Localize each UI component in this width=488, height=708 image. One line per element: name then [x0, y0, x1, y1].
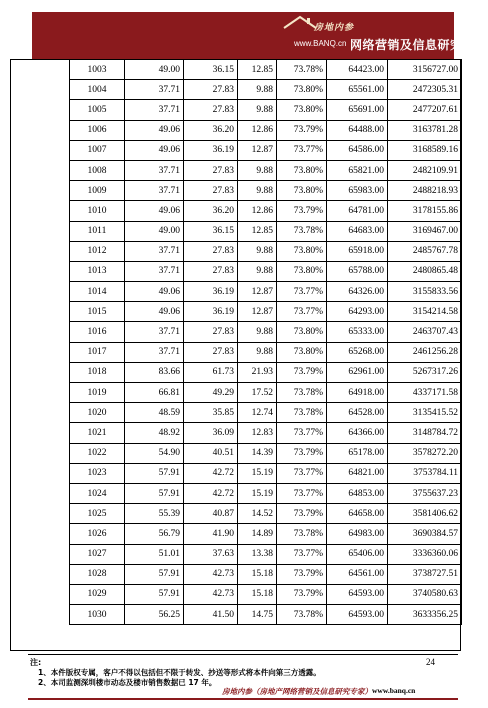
table-cell: 4337171.58	[388, 383, 462, 403]
table-cell: 64683.00	[327, 221, 388, 241]
table-cell: 49.29	[184, 383, 238, 403]
table-row	[11, 564, 462, 584]
table-cell: 64561.00	[327, 564, 388, 584]
table-cell: 73.77%	[277, 483, 327, 503]
table-cell: 64918.00	[327, 383, 388, 403]
table-cell: 64821.00	[327, 463, 388, 483]
table-row	[11, 181, 462, 201]
table-cell: 37.63	[184, 544, 238, 564]
table-cell: 49.00	[125, 221, 184, 241]
room-number-cell: 1012	[70, 241, 125, 261]
blank-cell	[11, 241, 70, 261]
room-number-cell: 1028	[70, 564, 125, 584]
table-cell: 27.83	[184, 342, 238, 362]
table-row	[11, 241, 462, 261]
room-number-cell: 1029	[70, 584, 125, 604]
table-cell: 73.80%	[277, 100, 327, 120]
table-row	[11, 584, 462, 604]
table-cell: 36.15	[184, 60, 238, 80]
table-cell: 17.52	[238, 383, 277, 403]
blank-cell	[11, 322, 70, 342]
table-cell: 55.39	[125, 504, 184, 524]
table-cell: 73.80%	[277, 342, 327, 362]
table-cell: 2472305.31	[388, 80, 462, 100]
room-number-cell: 1007	[70, 140, 125, 160]
table-row	[11, 140, 462, 160]
table-cell: 65268.00	[327, 342, 388, 362]
table-cell: 64658.00	[327, 504, 388, 524]
table-cell: 3178155.86	[388, 201, 462, 221]
table-row	[11, 282, 462, 302]
blank-cell	[11, 140, 70, 160]
table-cell: 73.78%	[277, 403, 327, 423]
table-cell: 64528.00	[327, 403, 388, 423]
table-cell: 65983.00	[327, 181, 388, 201]
table-cell: 73.78%	[277, 383, 327, 403]
table-row	[11, 120, 462, 140]
blank-cell	[11, 80, 70, 100]
table-row	[11, 60, 462, 80]
room-number-cell: 1011	[70, 221, 125, 241]
table-cell: 49.06	[125, 140, 184, 160]
table-cell: 42.73	[184, 564, 238, 584]
table-cell: 3148784.72	[388, 423, 462, 443]
blank-cell	[11, 201, 70, 221]
table-row	[11, 524, 462, 544]
table-cell: 73.78%	[277, 605, 327, 625]
table-cell: 9.88	[238, 181, 277, 201]
table-cell: 3163781.28	[388, 120, 462, 140]
table-cell: 3169467.00	[388, 221, 462, 241]
table-cell: 14.89	[238, 524, 277, 544]
table-cell: 27.83	[184, 100, 238, 120]
room-number-cell: 1008	[70, 160, 125, 180]
table-cell: 37.71	[125, 261, 184, 281]
room-number-cell: 1004	[70, 80, 125, 100]
table-cell: 73.80%	[277, 261, 327, 281]
table-cell: 37.71	[125, 342, 184, 362]
room-number-cell: 1009	[70, 181, 125, 201]
table-cell: 14.52	[238, 504, 277, 524]
table-cell: 64423.00	[327, 60, 388, 80]
table-cell: 48.59	[125, 403, 184, 423]
table-cell: 40.51	[184, 443, 238, 463]
table-cell: 12.87	[238, 140, 277, 160]
table-cell: 64853.00	[327, 483, 388, 503]
table-cell: 73.79%	[277, 584, 327, 604]
room-number-cell: 1021	[70, 423, 125, 443]
table-row	[11, 80, 462, 100]
table-cell: 57.91	[125, 463, 184, 483]
table-cell: 37.71	[125, 322, 184, 342]
table-row	[11, 504, 462, 524]
table-cell: 2480865.48	[388, 261, 462, 281]
page-number: 24	[426, 657, 435, 667]
table-cell: 14.39	[238, 443, 277, 463]
table-cell: 73.79%	[277, 362, 327, 382]
blank-cell	[11, 403, 70, 423]
table-cell: 73.79%	[277, 120, 327, 140]
table-cell: 12.85	[238, 221, 277, 241]
room-number-cell: 1027	[70, 544, 125, 564]
table-cell: 3154214.58	[388, 302, 462, 322]
table-cell: 64488.00	[327, 120, 388, 140]
table-cell: 73.78%	[277, 221, 327, 241]
table-cell: 56.25	[125, 605, 184, 625]
table-cell: 64293.00	[327, 302, 388, 322]
table-cell: 64593.00	[327, 605, 388, 625]
table-cell: 65333.00	[327, 322, 388, 342]
table-cell: 9.88	[238, 241, 277, 261]
table-cell: 12.86	[238, 120, 277, 140]
table-cell: 65561.00	[327, 80, 388, 100]
table-cell: 73.80%	[277, 80, 327, 100]
table-cell: 83.66	[125, 362, 184, 382]
table-cell: 73.79%	[277, 201, 327, 221]
table-cell: 2463707.43	[388, 322, 462, 342]
table-row	[11, 201, 462, 221]
room-number-cell: 1010	[70, 201, 125, 221]
room-number-cell: 1030	[70, 605, 125, 625]
room-number-cell: 1023	[70, 463, 125, 483]
room-number-cell: 1018	[70, 362, 125, 382]
table-cell: 3135415.52	[388, 403, 462, 423]
table-cell: 3755637.23	[388, 483, 462, 503]
room-number-cell: 1003	[70, 60, 125, 80]
table-cell: 49.06	[125, 201, 184, 221]
table-row	[11, 544, 462, 564]
table-cell: 36.20	[184, 201, 238, 221]
table-cell: 64593.00	[327, 584, 388, 604]
blank-cell	[11, 564, 70, 584]
table-cell: 65406.00	[327, 544, 388, 564]
table-cell: 37.71	[125, 241, 184, 261]
blank-cell	[11, 423, 70, 443]
note-1: 1、本件版权专属，客户不得以包括但不限于转发、抄送等形式将本件向第三方透露。	[38, 668, 321, 677]
header-title: 网络营销及信息研究专家	[350, 38, 488, 52]
table-cell: 57.91	[125, 564, 184, 584]
table-cell: 2482109.91	[388, 160, 462, 180]
blank-cell	[11, 383, 70, 403]
table-cell: 41.50	[184, 605, 238, 625]
table-cell: 27.83	[184, 322, 238, 342]
table-cell: 73.79%	[277, 504, 327, 524]
table-cell: 3156727.00	[388, 60, 462, 80]
table-cell: 15.18	[238, 584, 277, 604]
table-cell: 27.83	[184, 181, 238, 201]
table-cell: 54.90	[125, 443, 184, 463]
footer-brand: 房地内参（房地产网络营销及信息研究专家）	[222, 687, 372, 696]
table-cell: 9.88	[238, 100, 277, 120]
table-cell: 9.88	[238, 322, 277, 342]
table-cell: 3740580.63	[388, 584, 462, 604]
table-cell: 73.77%	[277, 544, 327, 564]
room-number-cell: 1005	[70, 100, 125, 120]
blank-cell	[11, 463, 70, 483]
table-row	[11, 443, 462, 463]
table-cell: 2477207.61	[388, 100, 462, 120]
table-cell: 2488218.93	[388, 181, 462, 201]
table-cell: 73.79%	[277, 443, 327, 463]
footer-bar	[28, 698, 458, 700]
table-cell: 48.92	[125, 423, 184, 443]
room-number-cell: 1024	[70, 483, 125, 503]
table-cell: 73.80%	[277, 322, 327, 342]
table-cell: 9.88	[238, 80, 277, 100]
table-cell: 61.73	[184, 362, 238, 382]
table-cell: 73.77%	[277, 282, 327, 302]
table-cell: 42.73	[184, 584, 238, 604]
table-row	[11, 463, 462, 483]
table-cell: 3633356.25	[388, 605, 462, 625]
table-row	[11, 423, 462, 443]
table-cell: 36.15	[184, 221, 238, 241]
table-cell: 2461256.28	[388, 342, 462, 362]
table-cell: 15.18	[238, 564, 277, 584]
table-cell: 3336360.06	[388, 544, 462, 564]
blank-cell	[11, 100, 70, 120]
table-cell: 49.06	[125, 302, 184, 322]
table-row	[11, 342, 462, 362]
table-cell: 36.19	[184, 140, 238, 160]
table-cell: 40.87	[184, 504, 238, 524]
note-2: 2、本司监测深圳楼市动态及楼市销售数据已 17 年。	[38, 678, 217, 687]
footer-url: www.banq.cn	[372, 686, 416, 695]
table-cell: 27.83	[184, 160, 238, 180]
table-cell: 35.85	[184, 403, 238, 423]
table-cell: 15.19	[238, 463, 277, 483]
blank-cell	[11, 605, 70, 625]
table-cell: 73.77%	[277, 463, 327, 483]
table-cell: 15.19	[238, 483, 277, 503]
blank-cell	[11, 282, 70, 302]
blank-cell	[11, 524, 70, 544]
table-cell: 9.88	[238, 160, 277, 180]
table-cell: 49.00	[125, 60, 184, 80]
table-cell: 65178.00	[327, 443, 388, 463]
table-cell: 9.88	[238, 342, 277, 362]
table-cell: 9.88	[238, 261, 277, 281]
blank-cell	[11, 544, 70, 564]
table-cell: 27.83	[184, 241, 238, 261]
table-cell: 73.77%	[277, 302, 327, 322]
blank-cell	[11, 483, 70, 503]
header-banner	[32, 12, 488, 59]
table-cell: 73.79%	[277, 564, 327, 584]
table-cell: 3738727.51	[388, 564, 462, 584]
room-number-cell: 1006	[70, 120, 125, 140]
table-row	[11, 362, 462, 382]
table-cell: 27.83	[184, 261, 238, 281]
table-cell: 65788.00	[327, 261, 388, 281]
table-cell: 73.77%	[277, 423, 327, 443]
note-label: 注:	[30, 658, 42, 667]
table-cell: 5267317.26	[388, 362, 462, 382]
table-cell: 73.80%	[277, 181, 327, 201]
table-row	[11, 483, 462, 503]
table-cell: 3155833.56	[388, 282, 462, 302]
table-cell: 51.01	[125, 544, 184, 564]
table-cell: 3581406.62	[388, 504, 462, 524]
table-cell: 2485767.78	[388, 241, 462, 261]
table-cell: 14.75	[238, 605, 277, 625]
room-number-cell: 1015	[70, 302, 125, 322]
table-cell: 37.71	[125, 80, 184, 100]
table-cell: 57.91	[125, 584, 184, 604]
table-row	[11, 403, 462, 423]
table-cell: 36.19	[184, 282, 238, 302]
table-cell: 37.71	[125, 181, 184, 201]
room-number-cell: 1022	[70, 443, 125, 463]
table-cell: 37.71	[125, 160, 184, 180]
table-cell: 49.06	[125, 120, 184, 140]
room-number-cell: 1019	[70, 383, 125, 403]
sales-table	[10, 59, 462, 625]
blank-cell	[11, 504, 70, 524]
table-cell: 42.72	[184, 483, 238, 503]
table-cell: 3690384.57	[388, 524, 462, 544]
table-cell: 3753784.11	[388, 463, 462, 483]
table-cell: 73.80%	[277, 160, 327, 180]
blank-cell	[11, 342, 70, 362]
room-number-cell: 1013	[70, 261, 125, 281]
table-cell: 12.83	[238, 423, 277, 443]
table-cell: 12.86	[238, 201, 277, 221]
table-cell: 37.71	[125, 100, 184, 120]
table-row	[11, 322, 462, 342]
room-number-cell: 1020	[70, 403, 125, 423]
table-cell: 49.06	[125, 282, 184, 302]
blank-cell	[11, 443, 70, 463]
room-number-cell: 1025	[70, 504, 125, 524]
table-cell: 64781.00	[327, 201, 388, 221]
table-cell: 73.77%	[277, 140, 327, 160]
table-cell: 73.78%	[277, 524, 327, 544]
blank-cell	[11, 181, 70, 201]
table-cell: 36.09	[184, 423, 238, 443]
table-cell: 41.90	[184, 524, 238, 544]
logo-text: 房地内参	[314, 22, 355, 32]
table-cell: 56.79	[125, 524, 184, 544]
room-number-cell: 1026	[70, 524, 125, 544]
table-cell: 12.74	[238, 403, 277, 423]
table-cell: 65821.00	[327, 160, 388, 180]
table-cell: 64366.00	[327, 423, 388, 443]
table-cell: 12.87	[238, 282, 277, 302]
table-cell: 27.83	[184, 80, 238, 100]
blank-cell	[11, 221, 70, 241]
table-cell: 65918.00	[327, 241, 388, 261]
sales-table-container	[10, 59, 461, 651]
blank-cell	[11, 120, 70, 140]
table-cell: 64983.00	[327, 524, 388, 544]
blank-cell	[11, 261, 70, 281]
table-row	[11, 100, 462, 120]
table-cell: 65691.00	[327, 100, 388, 120]
table-cell: 12.85	[238, 60, 277, 80]
room-number-cell: 1017	[70, 342, 125, 362]
table-cell: 12.87	[238, 302, 277, 322]
table-row	[11, 160, 462, 180]
blank-cell	[11, 160, 70, 180]
logo-url: www.BANQ.cn	[294, 39, 347, 48]
blank-cell	[11, 60, 70, 80]
blank-cell	[11, 584, 70, 604]
table-cell: 36.20	[184, 120, 238, 140]
table-cell: 64586.00	[327, 140, 388, 160]
table-cell: 21.93	[238, 362, 277, 382]
table-row	[11, 383, 462, 403]
table-cell: 73.78%	[277, 60, 327, 80]
table-row	[11, 605, 462, 625]
table-cell: 3168589.16	[388, 140, 462, 160]
table-row	[11, 302, 462, 322]
blank-cell	[11, 362, 70, 382]
table-cell: 73.80%	[277, 241, 327, 261]
table-cell: 66.81	[125, 383, 184, 403]
table-cell: 64326.00	[327, 282, 388, 302]
table-cell: 62961.00	[327, 362, 388, 382]
blank-cell	[11, 302, 70, 322]
room-number-cell: 1016	[70, 322, 125, 342]
table-cell: 13.38	[238, 544, 277, 564]
room-number-cell: 1014	[70, 282, 125, 302]
table-row	[11, 261, 462, 281]
table-cell: 36.19	[184, 302, 238, 322]
table-row	[11, 221, 462, 241]
table-cell: 42.72	[184, 463, 238, 483]
table-cell: 57.91	[125, 483, 184, 503]
table-cell: 3578272.20	[388, 443, 462, 463]
